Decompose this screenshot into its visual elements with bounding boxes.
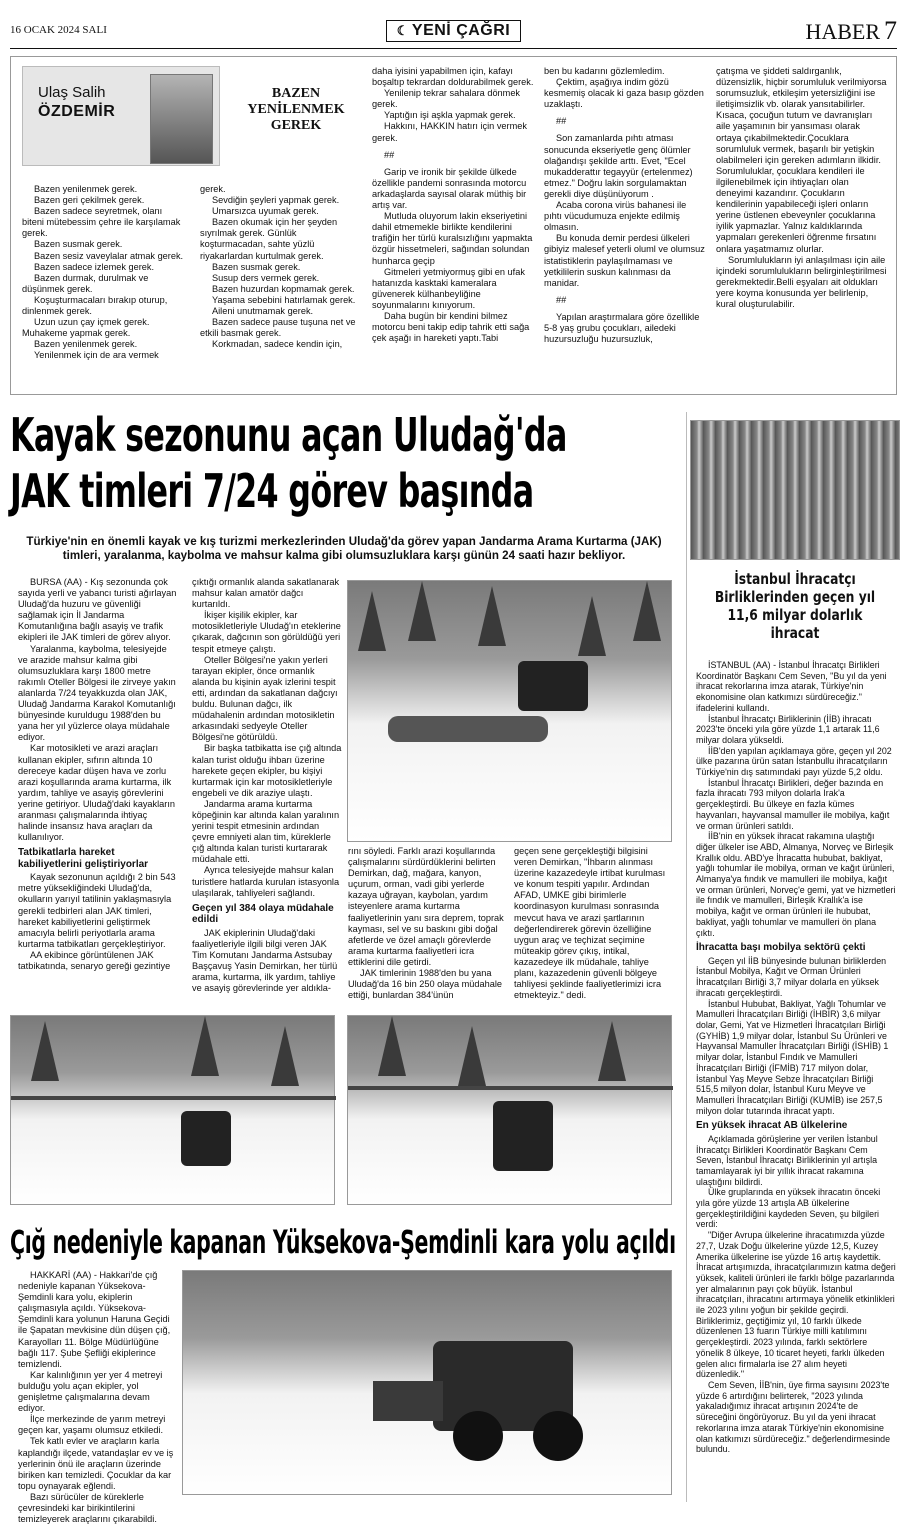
wheel — [533, 1411, 583, 1461]
story1-text-col-c — [348, 846, 504, 1001]
author-first-name: Ulaş Salih — [38, 84, 106, 101]
paragraph: Tek katlı evler ve araçların karla kaplandığı ilçede, vatandaşlar ev ve iş yerlerinin önü ile araçların üzerinde biriken karı temizledi. Çocuklar da kar topu oynayarak eğlendi. — [18, 1436, 174, 1491]
snowmobile — [518, 661, 588, 711]
paragraph: Daha bugün bir kendini bilmez motorcu beni takip edip tahrik etti sağa çek aşağı in hareketi yaptı.Tabi — [372, 310, 530, 344]
page-number: 7 — [884, 16, 897, 45]
paragraph: İstanbul İhracatçı Birlikleri, değer bazında en fazla ihracatı 793 milyon dolarla Irak'a gerçekleştirdi. Bu ülkeye en fazla kümes hayvanları, hayvansal mamuller ile mobilya, kağıt ve orman ürünleri satıldı. — [696, 777, 890, 831]
snowmobile-fence-photo — [10, 1015, 335, 1205]
paragraph: Kar kalınlığının yer yer 4 metreyi bulduğu yolu açan ekipler, yol genişletme çalışmalarına devam ediyor. — [18, 1369, 163, 1414]
paragraph: İstanbul İhracatçı Birliklerinin (İİB) ihracatı 2023'te önceki yıla göre yüzde 1,1 artarak 11,6 milyar dolara yükseldi. — [696, 713, 880, 745]
column-text-2 — [200, 184, 362, 350]
paragraph: Ülke gruplarında en yüksek ihracatın önceki yıla göre yüzde 13 artışla AB ülkelerine gerçekleştirildiğini kaydeden Seven, şu bilgileri verdi: — [696, 1187, 881, 1230]
paragraph: Sevdiğin şeyleri yapmak gerek. — [212, 195, 340, 206]
paragraph: Geçen yıl İİB bünyesinde bulunan birliklerden İstanbul Mobilya, Kağıt ve Orman Ürünleri İhracatçıları Birliği 3,7 milyar dolarla en yüksek ihracatı gerçekleştirdi. — [696, 955, 887, 998]
newspaper-logo[interactable] — [386, 20, 521, 42]
story1-text-col-a — [18, 577, 178, 972]
sidebar-text — [696, 660, 896, 1455]
section-name: HABER — [805, 19, 880, 44]
paragraph: çatışma ve şiddeti saldırganlık, düzensizlik, hiçbir sorumluluk verilmiyorsa sorumsuzluk, etkileşim yetersizliğini ise iletişimsizlik vb. olarak yansıtabilirler. Kısaca, çocuğun tutum ve davranışları aile yaşamının bir yansıması olarak ortaya çıkabilmektedir.Çocuklara sorumluluk vermek, başarılı bir yetişkin olabilmeleri için gereken adımların ilkidir. Sorumluluklar, çocuklara kendileri ile ilgilenebilmek için ihtiyaçları olan deneyimi kazandırır. Çocukların kendilerinin yapabileceği işleri onların yerine üstlenen ebeveynler çocuklarına iyilik yapmazlar. Yalnız kaldıklarında yapmaları gerekenleri öğrenme fırsatını onlara yaşatmamız olurlar. — [716, 66, 887, 254]
paragraph: Çektim, aşağıya indim gözü kesmemiş olacak ki gaza basıp gözden uzaklaştı. — [544, 77, 704, 110]
separator: ## — [556, 294, 567, 305]
logo-text: YENİ ÇAĞRI — [411, 22, 511, 39]
story1-headline-line1[interactable]: Kayak sezonunu açan Uludağ'da — [10, 408, 567, 462]
tree — [378, 1016, 406, 1076]
paragraph: gerek. — [200, 184, 226, 194]
paragraph: AA ekibince görüntülenen JAK tatbikatında, senaryo gereği gezintiye — [18, 949, 171, 971]
subheading: Tatbikatlarla hareket kabiliyetlerini geliştiriyorlar — [18, 847, 149, 870]
paragraph: daha iyisini yapabilmen için, kafayı boşaltıp tekrardan doldurabilmek gerek. — [372, 66, 534, 88]
paragraph: Bazen sadece izlemek gerek. — [34, 261, 155, 272]
tree — [578, 596, 606, 656]
paragraph: Bazen geri çekilmek gerek. — [34, 195, 145, 206]
author-last-name: ÖZDEMİR — [38, 103, 116, 120]
subheading: İhracatta başı mobilya sektörü çekti — [696, 942, 866, 954]
subheading: Geçen yıl 384 olaya müdahale edildi — [192, 902, 334, 926]
paragraph: Bazen sadece seyretmek, olanı biteni mütebessim çehre ile karşılamak gerek. — [22, 206, 181, 239]
snow-plow-photo — [182, 1270, 672, 1495]
story2-headline[interactable]: Çığ nedeniyle kapanan Yüksekova-Şemdinli kara yolu açıldı — [10, 1223, 676, 1261]
paragraph: Bazen huzurdan kopmamak gerek. — [212, 283, 355, 294]
paragraph: Bazen okumak için her şeyden sıyrılmak gerek. Günlük koşturmacadan, sahte yüzlü riyakarlardan kurtulmak gerek. — [200, 217, 338, 261]
snowmobile-rescue-photo — [347, 580, 672, 842]
loader-bucket — [373, 1381, 443, 1421]
column-title: BAZEN YENİLENMEK GEREK — [247, 86, 345, 133]
paragraph: Kayak sezonunun açıldığı 2 bin 543 metre yüksekliğindeki Uludağ'da, okulların yarıyıl tatilinin yaklaşmasıyla gerekli tedbirleri alan JAK timleri, hareket kabiliyetlerini geliştirmek amacıyla belirli periyotlarla arama kurtarma tatbikatları gerçekleştiriyor. — [18, 872, 176, 949]
paragraph: geçen sene gerçekleştiği bilgisini veren Demirkan, "İhbarın alınması üzerine kazazedeyle irtibat kurulması ve konum tespiti yapılır. Ardından AFAD, UMKE gibi birimlerle koordinasyon kurulması sonrasında mevcut hava ve arazi şartlarının değerlendirerek görevin özelliğine uygun araç ve teçhizat seçimine müteakip görev çıkış, intikal, kazazedeye ilk müdahale, tahliye planı, kazazedenin güvenli bölgeye tahliyesi şeklinde faaliyetlerimizi icra etmekteyiz." dedi. — [514, 846, 666, 1001]
paragraph: Acaba corona virüs bahanesi ile pıhtı vücudumuza enjekte edilmiş olmasın. — [544, 200, 687, 233]
fence — [11, 1096, 336, 1100]
paragraph: Bir başka tatbikatta ise çığ altında kalan turist olduğu ihbarı üzerine harekete geçen ekipler, bu kişiyi kurtarmak için kar motosikletleriyle engebeli ve dik araziye ulaştı. — [192, 743, 342, 798]
rescue-sled — [388, 716, 548, 742]
paragraph: Bazen sadece pause tuşuna net ve etkili basmak gerek. — [200, 317, 356, 339]
container-port-photo — [690, 420, 900, 560]
tree — [271, 1026, 299, 1086]
paragraph: Bazen yenilenmek gerek. — [34, 184, 138, 194]
masthead-rule — [10, 48, 897, 49]
column-text-5 — [716, 66, 888, 310]
wheel — [453, 1411, 503, 1461]
paragraph: Son zamanlarda pıhtı atması sonucunda ekseriyetle genç ölümler olağandışı şekilde arttı. Evet, "Ecel mukadderattır tegayyür (ertelenmez) etmez." Doğru lakin sorgulamaktan gerekli diye düşünüyorum . — [544, 133, 693, 199]
paragraph: "Diğer Avrupa ülkelerine ihracatımızda yüzde 27,7, Uzak Doğu ülkelerine yüzde 12,5, Kuzey Amerika ülkelerine ise yüzde 16 artış kaydettik. İhracat artışımızda, ihracatçılarımızın katma değeri yüksek, kaliteli ürünleri ile farklı bölge pazarlarında yer almalarının payı çok büyük. İstanbul ihracatçıları, ihracatını artırmaya yönelik etkinlikleri ile 2023 yılını yoğun bir şekilde geçirdi. Birliklerimiz, geçtiğimiz yıl, 10 farklı ülkede düzenlenen 13 fuarın Türkiye milli katılımını gerçekleştirdi. 2023 yılında, farklı sektörlere yönelik 8 ülkeye, 10 ticaret heyeti, farklı ülkeden gelen alıcı firmalarla ise 27 alım heyeti düzenledik." — [696, 1230, 896, 1380]
paragraph: Bu konuda demir perdesi ülkeleri gibiyiz malesef yeterli oluml ve olumsuz istatistiklerin paylaşılmaması ve yetkililerin suskun kalınması da manidar. — [544, 233, 705, 288]
snowmobile-forest-photo — [347, 1015, 672, 1205]
paragraph: Hakkını, HAKKIN hatırı için vermek gerek. — [372, 121, 527, 143]
tree — [633, 581, 661, 641]
column-text-4 — [544, 66, 706, 345]
paragraph: Koşuşturmacaları bırakıp oturup, dinlenmek gerek. — [22, 294, 168, 317]
tree — [31, 1021, 59, 1081]
paragraph: İkişer kişilik ekipler, kar motosikletleriyle Uludağ'ın eteklerine çıkarak, dağcının son görüldüğü yeri tespit etmeye çalıştı. — [192, 610, 341, 654]
tree — [191, 1016, 219, 1076]
paragraph: ben bu kadarını gözlemledim. — [544, 66, 665, 76]
column-text-1 — [22, 184, 184, 362]
paragraph: Bazı sürücüler de küreklerle çevresindeki kar birikintilerini temizleyerek araçlarını çıkarabildi. — [18, 1491, 157, 1525]
issue-date: 16 OCAK 2024 SALI — [10, 24, 107, 36]
separator: ## — [556, 116, 567, 127]
paragraph: Yaralanma, kaybolma, telesiyejde ve arazide mahsur kalma gibi olumsuzluklara karşı 1800 metre rakımlı Oteller Bölgesi ile zirveye yakın alanlarda 7/24 teyakkuzda olan JAK, Uludağ Jandarma Karakol Komutanlığı bünyesinde kuruldugu 1988'den bu yana her yıl yüzlerce olaya müdahale ediyor. — [18, 643, 176, 743]
paragraph: Oteller Bölgesi'ne yakın yerleri tarayan ekipler, önce ormanlık alanda bu kişinin ayak izlerini tespit etti, ardından da sakatlanan dağcıyı buldu. Bulunan dağcı, ilk müdahalenin ardından motosikletin arkasındaki sedyeyle Oteller Bölgesi'ne götürüldü. — [192, 654, 338, 743]
paragraph: Yenilenip tekrar sahalara dönmek gerek. — [372, 88, 521, 110]
paragraph: rını söyledi. Farklı arazi koşullarında çalışmalarını sürdürdüklerini belirten Demirkan, dağ, mağara, kanyon, uçurum, orman, vadi gibi yerlerde kazaya uğrayan, kaybolan, yardım isteyenlere arama kurtarma faaliyetlerinin yanı sıra deprem, toprak kayması, sel ve su baskını gibi doğal afetlerde ve özel amaçlı görevlerde arama kurtarma faaliyetleri icra ettiklerini dile getirdi. — [348, 846, 504, 967]
sidebar-headline[interactable]: İstanbul İhracatçı Birliklerinden geçen yıl 11,6 milyar dolarlık ihracat — [714, 570, 876, 642]
paragraph: Uzun uzun çay içmek gerek. Muhakeme yapmak gerek. — [22, 317, 150, 339]
paragraph: Aileni unutmamak gerek. — [212, 306, 314, 317]
paragraph: İstanbul Hububat, Bakliyat, Yağlı Tohumlar ve Mamulleri İhracatçıları Birliği (İHBİR) 3,6 milyar dolar, Gemi, Yat ve Hizmetleri İhracatçıları Birliği (GYHİB) 1,9 milyar dolar, İstanbul Su Ürünleri ve Hayvansal Mamuller İhracatçıları Birliği (İSHİB) 1 milyar dolar, İstanbul Fındık ve Mamulleri İhracatçıları Birliği (İFMİB) 717 milyon dolar, İstanbul Yaş Meyve Sebze İhracatçıları Birliği 515,5 milyon dolar, İstanbul Kuru Meyve ve Mamulleri İhracatçıları Birliği (KUMİB) ise 257,5 milyon dolar tutarında ihracat yaptı. — [696, 998, 889, 1116]
paragraph: İİB'den yapılan açıklamaya göre, geçen yıl 202 ülke pazarına ürün satan İstanbullu ihracatçıların Türkiye'nin dış satımındaki payı yüzde 5,2 oldu. — [696, 745, 892, 778]
paragraph: BURSA (AA) - Kış sezonunda çok sayıda yerli ve yabancı turisti ağırlayan Uludağ'da huzuru ve güvenliği sağlamak için İl Jandarma Komutanlığına bağlı asayiş ve trafik ekipleri ile JAK timleri de görev alıyor. — [18, 577, 177, 643]
paragraph: JAK timlerinin 1988'den bu yana Uludağ'da 16 bin 250 olaya müdahale ettiği, bunlardan 384'ünün — [348, 968, 502, 1001]
paragraph: JAK ekiplerinin Uludağ'daki faaliyetleriyle ilgili bilgi veren JAK Tim Komutanı Jandarma Astsubay Başçavuş Yasin Demirkan, her türlü arama, kurtarma, ilk yardım, tahliye ve asayiş görevlerinde yer aldıkla- — [192, 927, 338, 994]
tree — [408, 581, 436, 641]
paragraph: çıktığı ormanlık alanda sakatlanarak mahsur kalan amatör dağcı kurtarıldı. — [192, 577, 340, 610]
paragraph: Yenilenmek için de ara vermek — [34, 350, 159, 361]
story1-text-col-b — [192, 577, 344, 994]
paragraph: Açıklamada görüşlerine yer verilen İstanbul İhracatçı Birlikleri Koordinatör Başkanı Cem Seven, İstanbul İhracatçı Birliklerinin yıl artışla tamamlayarak iyi bir yıllık ihracat rakamına ulaştığını bildirdi. — [696, 1133, 878, 1187]
story1-spot: Türkiye'nin en önemli kayak ve kış turizmi merkezlerinden Uludağ'da görev yapan Jandarma Arama Kurtarma (JAK) timleri, yaralanma, kaybolma ve mahsur kalma gibi olumsuzluklara karşı günün 24 saati hazır bekliyor. — [26, 535, 662, 562]
column-text-3 — [372, 66, 534, 344]
tree — [358, 591, 386, 651]
section-label — [805, 16, 897, 46]
paragraph: İİB'nin en yüksek ihracat rakamına ulaştığı diğer ülkeler ise ABD, Almanya, Norveç ve Birleşik Krallık oldu. ABD'ye İhracatta hububat, bakliyat, yağlı tohumlar ile mobilya, orman ve kağıt ürünleri, Almanya'ya fındık ve mamulleri ile mobilya, kağıt ve orman ürünleri, Norveç'e gemi, yat ve hizmetleri ile fındık ve mamulleri, Birleşik Krallık'a ise mobilya, kağıt ve orman ürünleri ile hububat, bakliyat, yağlı tohumlar ve mamulleri ön plana çıktı. — [696, 831, 896, 938]
paragraph: Yaptığın işi aşkla yapmak gerek. — [384, 110, 516, 121]
story1-headline-line2[interactable]: JAK timleri 7/24 görev başında — [10, 464, 534, 518]
paragraph: HAKKARİ (AA) - Hakkari'de çığ nedeniyle kapanan Yüksekova-Şemdinli kara yolu, ekiplerin çalışmasıyla açıldı. Yüksekova-Şemdinli kara yolunun Haruna Geçidi ile Şapatan mevkisine dün düşen çığ, Karayolları 11. Bölge Müdürlüğüne bağlı 117. Şube Şefliği ekiplerince temizlendi. — [18, 1270, 171, 1369]
paragraph: Cem Seven, İİB'nin, üye firma sayısını 2023'te yüzde 6 artırdığını belirterek, "2023 yılında yakaladığımız ihracat artışının 2024'te de süreceğini öngörüyoruz. Bu yıl da yeni ihracat rekorlarına imza atarak Türkiye'nin ekonomisine olan katkımızı sürdüreceğiz." değerlendirmesinde bulundu. — [696, 1380, 891, 1455]
fence — [348, 1086, 673, 1090]
snowmobile — [181, 1111, 231, 1166]
paragraph: Yapılan araştırmalara göre özellikle 5-8 yaş grubu çocukları, ailedeki huzursuzluğu huzursuzluk, — [544, 311, 700, 345]
paragraph: Bazen durmak, durulmak ve düşünmek gerek. — [22, 272, 149, 294]
paragraph: Jandarma arama kurtarma köpeğinin kar altında kalan yaralının yerini tespit etmesinin ardından çevre emniyeti alan tim, küreklerle çığ altında kalan turisti kurtararak müdahale etti. — [192, 798, 340, 865]
crescent-star-icon: ☾ — [396, 23, 409, 38]
paragraph: Bazen sesiz vaveylalar atmak gerek. — [34, 250, 184, 261]
paragraph: Bazen susmak gerek. — [34, 239, 123, 250]
subheading: En yüksek ihracat AB ülkelerine — [696, 1120, 848, 1132]
paragraph: Gitmeleri yetmiyormuş gibi en ufak hatanızda kasktaki kameralara güvenerek külhanbeyliğine soyunmalarını kınıyorum. — [372, 266, 525, 310]
snowmobile — [493, 1101, 553, 1171]
paragraph: Ayrıca telesiyejde mahsur kalan turistlere hatlarda kurulan istasyonla ulaşılarak, tahliyeleri sağlandı. — [192, 865, 340, 898]
paragraph: Susup ders vermek gerek. — [212, 272, 320, 283]
paragraph: Yaşama sebebini hatırlamak gerek. — [212, 294, 356, 305]
story1-text-col-d — [514, 846, 672, 1001]
tree — [458, 1026, 486, 1086]
separator: ## — [384, 149, 395, 160]
author-photo — [150, 74, 213, 164]
paragraph: Sorumlulukların iyi anlaşılması için aile içindeki sorumlulukların belirginleştirilmesi gerekmektedir.Belli eşyaları ait oldukları yere koyma konusunda yer belirlenip, kural oluşturulabilir. — [716, 254, 887, 309]
tree — [598, 1021, 626, 1081]
paragraph: İSTANBUL (AA) - İstanbul İhracatçı Birlikleri Koordinatör Başkanı Cem Seven, "Bu yıl da yeni ihracat rekorlarına imza atarak, Türkiye'nin ekonomisine olan katkımızı sürdüreceğiz." ifadelerini kullandı. — [696, 660, 887, 713]
paragraph: Kar motosikleti ve arazi araçları kullanan ekipler, sıfırın altında 10 dereceye kadar düşen hava ve zorlu arazi koşullarında arama kurtarma, ilk yardım, tahliye ve asayiş görevlerini yerine getiriyor. Uludağ'daki kayakların aranması çalışmalarında ihtiyaç halinde insansız hava araçları da kullanılıyor. — [18, 743, 175, 843]
paragraph: Bazen yenilenmek gerek. — [34, 339, 138, 350]
paragraph: Mutluda oluyorum lakin ekseriyetini dahil etmemekle birlikte kendilerini trafiğin her türlü kuralsızlığını yapmakta özgür hissetmeleri, sağından solundan hunharca geçip — [372, 211, 533, 266]
paragraph: Bazen susmak gerek. — [212, 261, 301, 272]
paragraph: Korkmadan, sadece kendin için, — [212, 339, 343, 350]
tree — [478, 586, 506, 646]
story2-text — [18, 1270, 178, 1525]
paragraph: Umarsızca uyumak gerek. — [212, 206, 319, 217]
paragraph: İlçe merkezinde de yarım metreyi geçen kar, yaşamı olumsuz etkiledi. — [18, 1414, 166, 1436]
sidebar-divider — [686, 412, 687, 1502]
paragraph: Garip ve ironik bir şekilde ülkede özellikle pandemi sonrasında motorcu arkadaşlarda sayısal olarak müthiş bir artış var. — [372, 166, 527, 211]
